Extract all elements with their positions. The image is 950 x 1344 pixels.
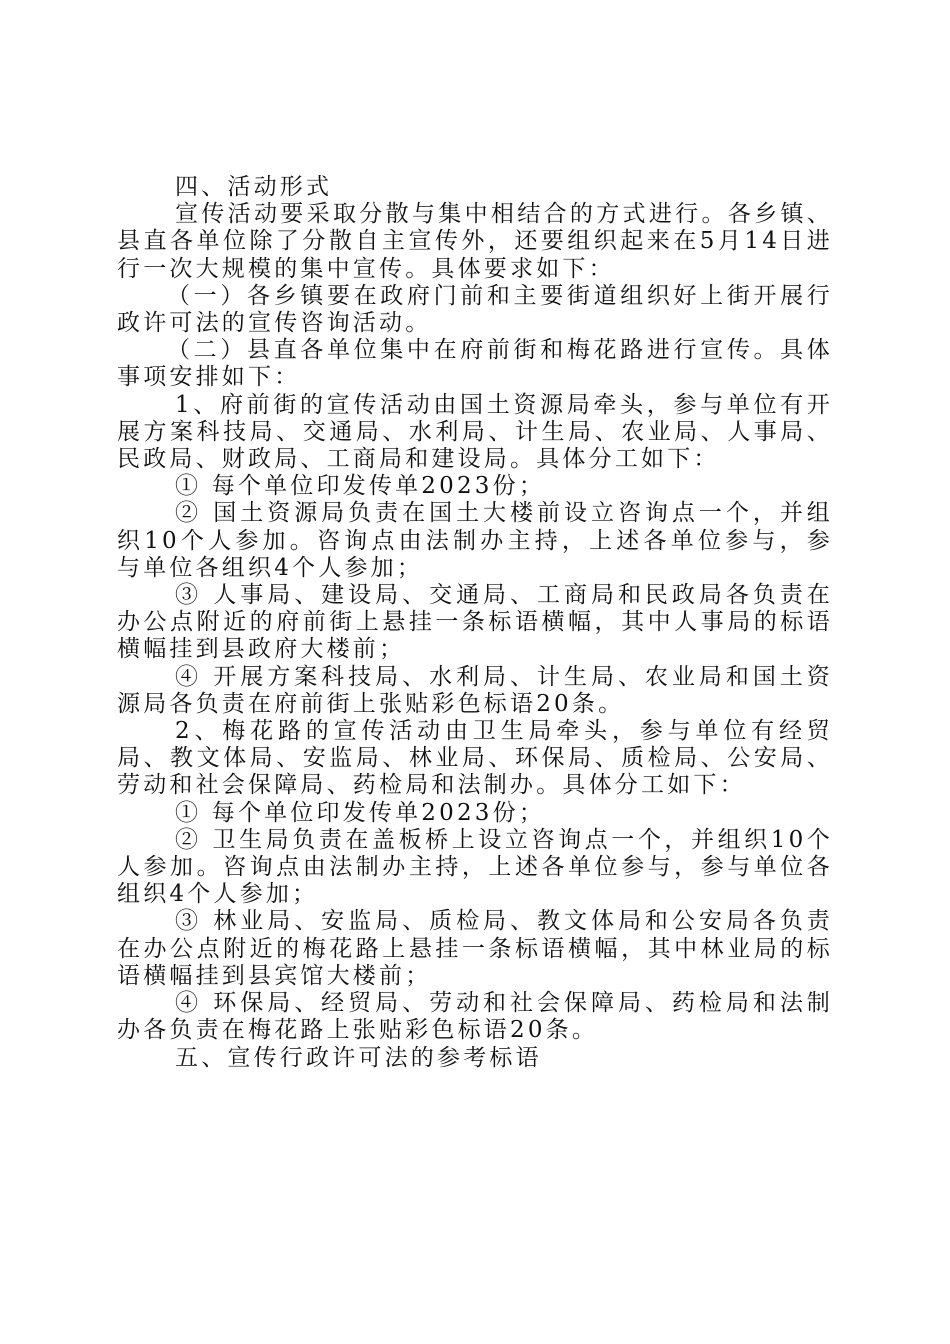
paragraph-county-units: （二）县直各单位集中在府前街和梅花路进行宣传。具体事项安排如下： [117, 337, 833, 391]
list-item-fuqian-2: ② 国土资源局负责在国土大楼前设立咨询点一个，并组织10个人参加。咨询点由法制办主持，上述各单位参与，参与单位各组织4个人参加； [117, 500, 833, 581]
paragraph-overview: 宣传活动要采取分散与集中相结合的方式进行。各乡镇、县直各单位除了分散自主宣传外，还要组织起来在5月14日进行一次大规模的集中宣传。具体要求如下： [117, 201, 833, 282]
list-item-meihua-2: ② 卫生局负责在盖板桥上设立咨询点一个，并组织10个人参加。咨询点由法制办主持，上述各单位参与，参与单位各组织4个人参加； [117, 826, 833, 908]
paragraph-township-requirement: （一）各乡镇要在政府门前和主要街道组织好上街开展行政许可法的宣传咨询活动。 [117, 282, 833, 337]
list-item-meihua-1: ① 每个单位印发传单2023份； [175, 799, 546, 826]
list-item-meihua-4: ④ 环保局、经贸局、劳动和社会保障局、药检局和法制办各负责在梅花路上张贴彩色标语20条。 [117, 990, 833, 1044]
section-heading-activity-form: 四、活动形式 [175, 174, 333, 200]
list-item-meihua-3: ③ 林业局、安监局、质检局、教文体局和公安局各负责在办公点附近的梅花路上悬挂一条标语横幅，其中林业局的标语横幅挂到县宾馆大楼前； [117, 908, 833, 989]
paragraph-meihua-road: 2、梅花路的宣传活动由卫生局牵头，参与单位有经贸局、教文体局、安监局、林业局、环保局、质检局、公安局、劳动和社会保障局、药检局和法制办。具体分工如下： [117, 718, 833, 799]
section-heading-slogans: 五、宣传行政许可法的参考标语 [175, 1044, 542, 1071]
list-item-fuqian-1: ① 每个单位印发传单2023份； [175, 473, 546, 500]
document-page [117, 174, 833, 1072]
paragraph-fuqian-street: 1、府前街的宣传活动由国土资源局牵头，参与单位有开展方案科技局、交通局、水利局、计生局、农业局、人事局、民政局、财政局、工商局和建设局。具体分工如下： [117, 391, 833, 473]
list-item-fuqian-3: ③ 人事局、建设局、交通局、工商局和民政局各负责在办公点附近的府前街上悬挂一条标语横幅，其中人事局的标语横幅挂到县政府大楼前； [117, 582, 833, 663]
list-item-fuqian-4: ④ 开展方案科技局、水利局、计生局、农业局和国土资源局各负责在府前街上张贴彩色标语20条。 [117, 663, 833, 717]
